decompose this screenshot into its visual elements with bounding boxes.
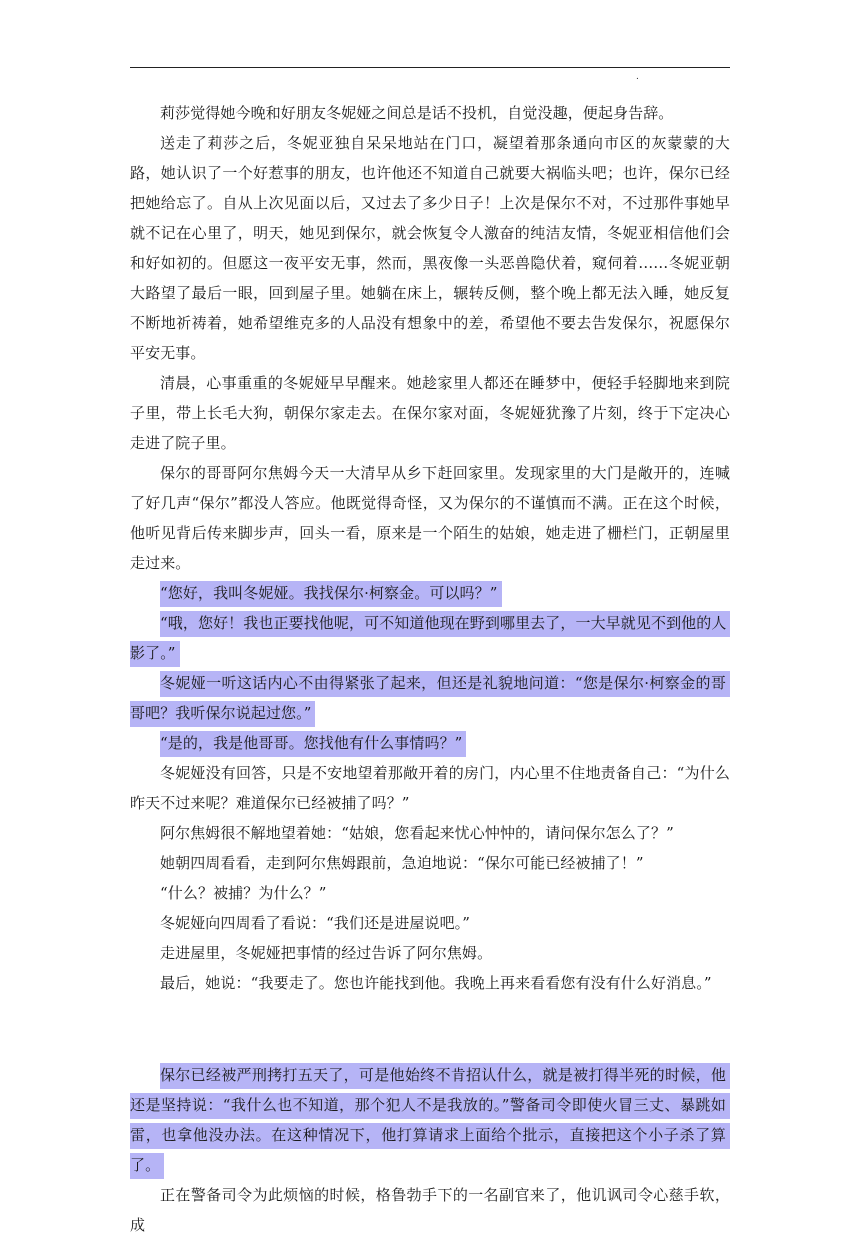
paragraph xyxy=(130,578,730,608)
paragraph xyxy=(130,608,730,668)
paragraph-text: 最后，她说：“我要走了。您也许能找到他。我晚上再来看看您有没有什么好消息。” xyxy=(160,974,712,992)
paragraph xyxy=(130,98,730,128)
paragraph xyxy=(130,848,730,878)
paragraph xyxy=(130,1180,730,1240)
paragraph-text: 正在警备司令为此烦恼的时候，格鲁勃手下的一名副官来了，他讥讽司令心慈手软，成 xyxy=(130,1186,730,1234)
paragraph xyxy=(130,728,730,758)
paragraph xyxy=(130,128,730,368)
document-body xyxy=(130,98,730,1240)
paragraph xyxy=(130,968,730,998)
paragraph xyxy=(130,1060,730,1180)
highlighted-text: “哦，您好！我也正要找他呢，可不知道他现在野到哪里去了，一大早就见不到他的人影了。” xyxy=(130,611,730,667)
paragraph xyxy=(130,938,730,968)
highlighted-text: 冬妮娅一听这话内心不由得紧张了起来，但还是礼貌地问道：“您是保尔·柯察金的哥哥吧？我听保尔说起过您。” xyxy=(130,671,730,727)
paragraph xyxy=(130,818,730,848)
paragraph-text: 莉莎觉得她今晚和好朋友冬妮娅之间总是话不投机，自觉没趣，便起身告辞。 xyxy=(160,104,674,122)
paragraph xyxy=(130,368,730,458)
paragraph-text: 保尔的哥哥阿尔焦姆今天一大清早从乡下赶回家里。发现家里的大门是敞开的，连喊了好几声“保尔”都没人答应。他既觉得奇怪，又为保尔的不谨慎而不满。正在这个时候，他听见背后传来脚步声，回头一看，原来是一个陌生的姑娘，她走进了栅栏门，正朝屋里走过来。 xyxy=(130,464,730,572)
highlighted-text: “您好，我叫冬妮娅。我找保尔·柯察金。可以吗？” xyxy=(160,581,502,607)
paragraph xyxy=(130,878,730,908)
paragraph-text: 走进屋里，冬妮娅把事情的经过告诉了阿尔焦姆。 xyxy=(160,944,493,962)
highlighted-text: 保尔已经被严刑拷打五天了，可是他始终不肯招认什么，就是被打得半死的时候，他还是坚持说：“我什么也不知道，那个犯人不是我放的。”警备司令即使火冒三丈、暴跳如雷，也拿他没办法。在这种情况下，他打算请求上面给个批示，直接把这个小子杀了算了。 xyxy=(130,1063,730,1179)
paragraph-text: 她朝四周看看，走到阿尔焦姆跟前，急迫地说：“保尔可能已经被捕了！” xyxy=(160,854,644,872)
paragraph xyxy=(130,758,730,818)
paragraph-text: 阿尔焦姆很不解地望着她：“姑娘，您看起来忧心忡忡的，请问保尔怎么了？” xyxy=(160,824,674,842)
paragraph xyxy=(130,458,730,578)
paragraph xyxy=(130,668,730,728)
paragraph-text: “什么？被捕？为什么？” xyxy=(160,884,327,902)
paragraph xyxy=(130,908,730,938)
paragraph-text: 冬妮娅没有回答，只是不安地望着那敞开着的房门，内心里不住地责备自己：“为什么昨天不过来呢？难道保尔已经被捕了吗？” xyxy=(130,764,730,812)
header-rule xyxy=(130,67,730,68)
paragraph-text: 送走了莉莎之后，冬妮亚独自呆呆地站在门口，凝望着那条通向市区的灰蒙蒙的大路，她认识了一个好惹事的朋友，也许他还不知道自己就要大祸临头吧；也许，保尔已经把她给忘了。自从上次见面以后，又过去了多少日子！上次是保尔不对，不过那件事她早就不记在心里了，明天，她见到保尔，就会恢复令人激奋的纯洁友情，冬妮亚相信他们会和好如初的。但愿这一夜平安无事，然而，黑夜像一头恶兽隐伏着，窥伺着……冬妮亚朝大路望了最后一眼，回到屋子里。她躺在床上，辗转反侧，整个晚上都无法入睡，她反复不断地祈祷着，她希望维克多的人品没有想象中的差，希望他不要去告发保尔，祝愿保尔平安无事。 xyxy=(130,134,730,362)
blank-line xyxy=(130,1014,730,1044)
highlighted-text: “是的，我是他哥哥。您找他有什么事情吗？” xyxy=(160,731,466,757)
paragraph-text: 冬妮娅向四周看了看说：“我们还是进屋说吧。” xyxy=(160,914,471,932)
paragraph-text: 清晨，心事重重的冬妮娅早早醒来。她趁家里人都还在睡梦中，便轻手轻脚地来到院子里，带上长毛大狗，朝保尔家走去。在保尔家对面，冬妮娅犹豫了片刻，终于下定决心走进了院子里。 xyxy=(130,374,730,452)
header-mark: . xyxy=(636,72,639,82)
